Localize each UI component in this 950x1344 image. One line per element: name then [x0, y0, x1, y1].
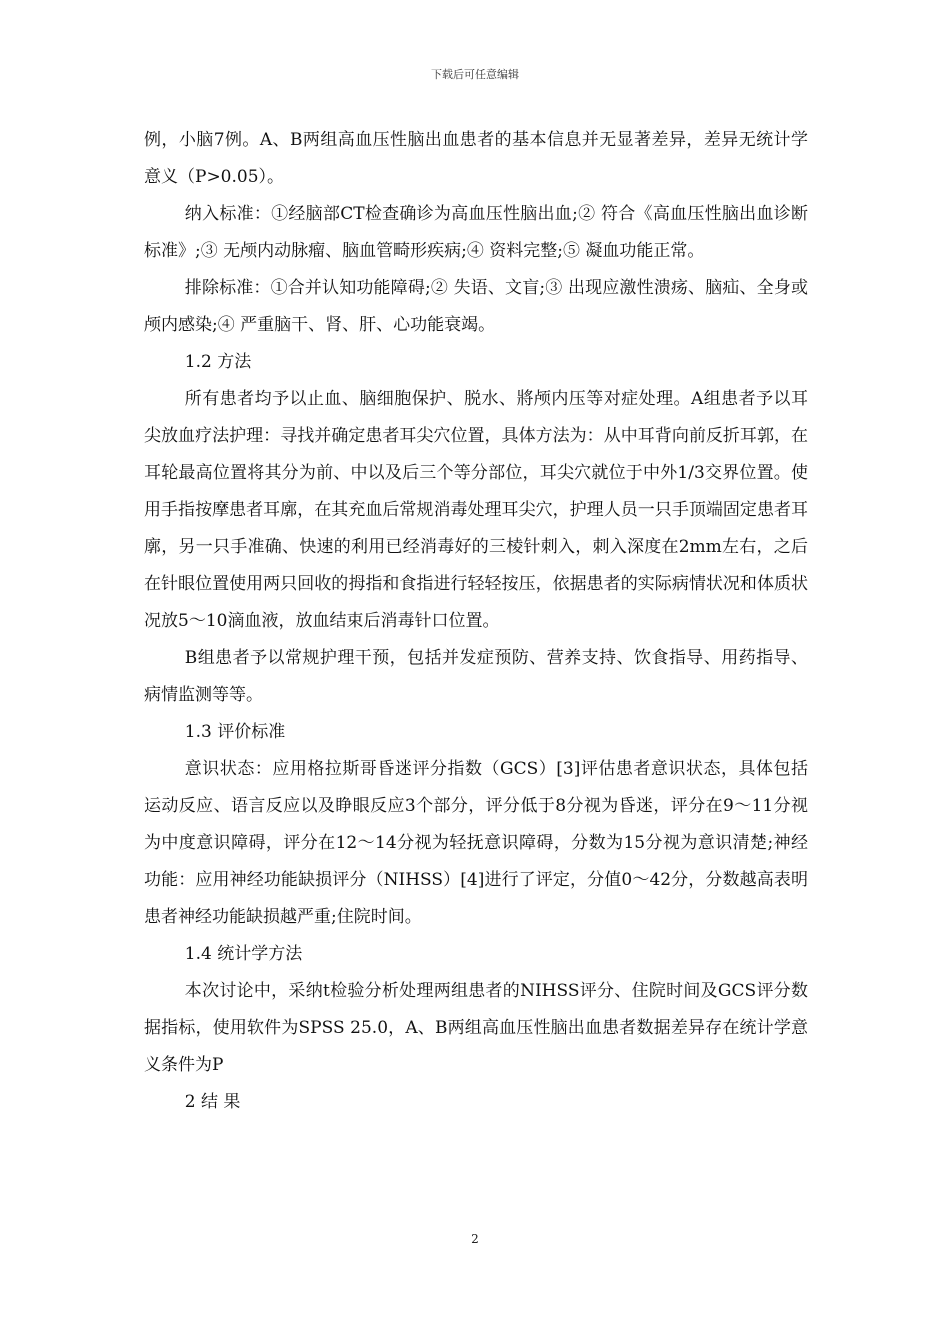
section-heading-methods: 1.2 方法	[184, 352, 252, 372]
paragraph-statistics: 本次讨论中，采纳t检验分析处理两组患者的NIHSS评分、住院时间及GCS评分数据指标，使用软件为SPSS 25.0，A、B两组高血压性脑出血患者数据差异存在统计学意义条件为P	[144, 981, 808, 1075]
paragraph-case-info: 例，小脑7例。A、B两组高血压性脑出血患者的基本信息并无显著差异，差异无统计学意义（P>0.05）。	[144, 130, 808, 187]
paragraph-method-group-a: 所有患者均予以止血、脑细胞保护、脱水、將颅内压等对症处理。A组患者予以耳尖放血疗法护理：寻找并确定患者耳尖穴位置，具体方法为：从中耳背向前反折耳郭，在耳轮最高位置将其分为前、中以及后三个等分部位，耳尖穴就位于中外1/3交界位置。使用手指按摩患者耳廓，在其充血后常规消毒处理耳尖穴，护理人员一只手顶端固定患者耳廓，另一只手准确、快速的利用已经消毒好的三棱针刺入，刺入深度在2mm左右，之后在针眼位置使用两只回收的拇指和食指进行轻轻按压，依据患者的实际病情状况和体质状况放5～10滴血液，放血结束后消毒针口位置。	[144, 389, 808, 631]
paragraph-evaluation-criteria: 意识状态：应用格拉斯哥昏迷评分指数（GCS）[3]评估患者意识状态，具体包括运动反应、语言反应以及睁眼反应3个部分，评分低于8分视为昏迷，评分在9～11分视为中度意识障碍，评分在12～14分视为轻抚意识障碍，分数为15分视为意识清楚;神经功能：应用神经功能缺损评分（NIHSS）[4]进行了评定，分值0～42分，分数越高表明患者神经功能缺损越严重;住院时间。	[144, 759, 808, 927]
section-heading-statistics: 1.4 统计学方法	[184, 944, 303, 964]
paragraph-exclusion-criteria: 排除标准：①合并认知功能障碍;② 失语、文盲;③ 出现应激性溃疡、脑疝、全身或颅内感染;④ 严重脑干、肾、肝、心功能衰竭。	[144, 278, 808, 335]
section-heading-results: 2 结 果	[184, 1092, 241, 1112]
page-header: 下载后可任意编辑	[431, 68, 519, 81]
paragraph-method-group-b: B组患者予以常规护理干预，包括并发症预防、营养支持、饮食指导、用药指导、病情监测等等。	[144, 648, 808, 705]
page-number: 2	[471, 1232, 479, 1246]
document-body	[144, 122, 808, 1121]
paragraph-inclusion-criteria: 纳入标准：①经脑部CT检查确诊为高血压性脑出血;② 符合《高血压性脑出血诊断标准》;③ 无颅内动脉瘤、脑血管畸形疾病;④ 资料完整;⑤ 凝血功能正常。	[144, 204, 808, 261]
section-heading-evaluation: 1.3 评价标准	[184, 722, 286, 742]
